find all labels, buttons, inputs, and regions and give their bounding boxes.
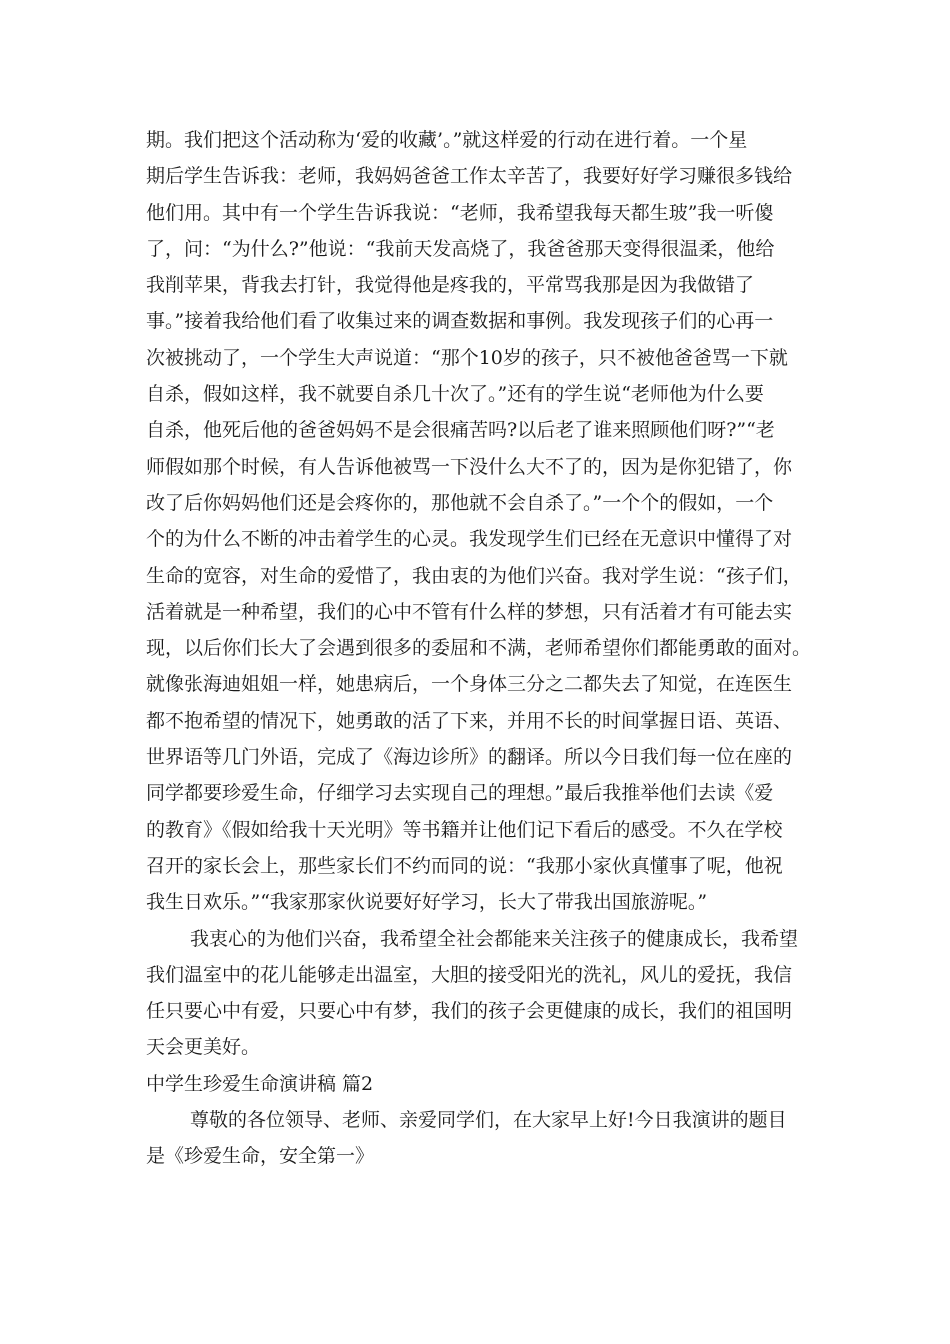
text-line: 世界语等几门外语，完成了《海边诊所》的翻译。所以今日我们每一位在座的 xyxy=(146,746,793,769)
text-line: 次被挑动了，一个学生大声说道：“那个10岁的孩子，只不被他爸爸骂一下就 xyxy=(146,346,788,369)
closing-paragraph-line: 任只要心中有爱，只要心中有梦，我们的孩子会更健康的成长，我们的祖国明 xyxy=(146,1000,793,1023)
text-line: 个的为什么不断的冲击着学生的心灵。我发现学生们已经在无意识中懂得了对 xyxy=(146,528,793,551)
closing-paragraph-line: 我衷心的为他们兴奋，我希望全社会都能来关注孩子的健康成长，我希望 xyxy=(190,927,799,950)
text-line: 期。我们把这个活动称为‘爱的收藏’。”就这样爱的行动在进行着。一个星 xyxy=(146,129,748,151)
text-line: 生命的宽容，对生命的爱惜了，我由衷的为他们兴奋。我对学生说：“孩子们， xyxy=(146,564,802,587)
text-line: 事。”接着我给他们看了收集过来的调查数据和事例。我发现孩子们的心再一 xyxy=(146,310,774,333)
text-line: 了，问：“为什么?”他说：“我前天发高烧了，我爸爸那天变得很温柔，他给 xyxy=(146,237,775,260)
speech-opening-line: 是《珍爱生命，安全第一》 xyxy=(146,1145,375,1168)
text-line: 改了后你妈妈他们还是会疼你的，那他就不会自杀了。”一个个的假如，一个 xyxy=(146,491,774,514)
text-line: 都不抱希望的情况下，她勇敢的活了下来，并用不长的时间掌握日语、英语、 xyxy=(146,709,793,732)
section-heading: 中学生珍爱生命演讲稿 篇2 xyxy=(146,1072,374,1095)
closing-paragraph-line: 天会更美好。 xyxy=(146,1036,261,1059)
text-line: 现，以后你们长大了会遇到很多的委屈和不满，老师希望你们都能勇敢的面对。 xyxy=(146,637,812,660)
text-line: 活着就是一种希望，我们的心中不管有什么样的梦想，只有活着才有可能去实 xyxy=(146,600,793,623)
text-line: 的教育》《假如给我十天光明》等书籍并让他们记下看后的感受。不久在学校 xyxy=(146,818,783,841)
text-line: 召开的家长会上，那些家长们不约而同的说：“我那小家伙真懂事了呢，他祝 xyxy=(146,854,783,877)
closing-paragraph-line: 我们温室中的花儿能够走出温室，大胆的接受阳光的洗礼，风儿的爱抚，我信 xyxy=(146,963,793,986)
text-line: 同学都要珍爱生命，仔细学习去实现自己的理想。”最后我推举他们去读《爱 xyxy=(146,782,774,805)
text-line: 我生日欢乐。”“我家那家伙说要好好学习，长大了带我出国旅游呢。” xyxy=(146,891,708,914)
speech-opening-line: 尊敬的各位领导、老师、亲爱同学们，在大家早上好!今日我演讲的题目 xyxy=(190,1109,787,1132)
text-line: 自杀，假如这样，我不就要自杀几十次了。”还有的学生说“老师他为什么要 xyxy=(146,383,764,406)
text-line: 就像张海迪姐姐一样，她患病后，一个身体三分之二都失去了知觉，在连医生 xyxy=(146,673,793,696)
text-line: 期后学生告诉我：老师，我妈妈爸爸工作太辛苦了，我要好好学习赚很多钱给 xyxy=(146,165,793,188)
text-line: 自杀，他死后他的爸爸妈妈不是会很痛苦吗?以后老了谁来照顾他们呀?”“老 xyxy=(146,419,775,442)
text-line: 他们用。其中有一个学生告诉我说：“老师，我希望我每天都生玻”我一听傻 xyxy=(146,201,774,224)
text-line: 师假如那个时候，有人告诉他被骂一下没什么大不了的，因为是你犯错了，你 xyxy=(146,455,793,478)
text-line: 我削苹果，背我去打针，我觉得他是疼我的，平常骂我那是因为我做错了 xyxy=(146,274,755,297)
document-body xyxy=(146,122,810,1175)
